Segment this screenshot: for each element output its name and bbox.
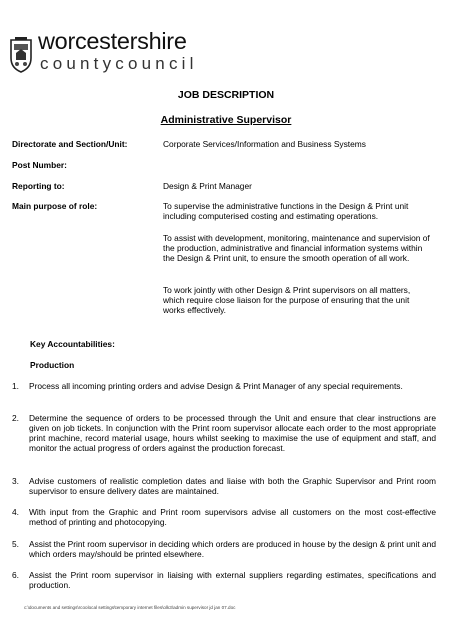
- list-item-number: 6.: [12, 570, 19, 580]
- key-accountabilities-heading: Key Accountabilities:: [30, 339, 115, 349]
- purpose-label: Main purpose of role:: [12, 201, 98, 211]
- list-item-text: Assist the Print room supervisor in deciding which orders are produced in house by the design & print unit and which orders may/should be printed elsewhere.: [29, 539, 436, 559]
- post-number-label: Post Number:: [12, 160, 67, 170]
- list-item-text: Process all incoming printing orders and advise Design & Print Manager of any special requirements.: [29, 381, 403, 391]
- list-item-number: 4.: [12, 507, 19, 517]
- reporting-label: Reporting to:: [12, 181, 65, 191]
- list-item-number: 2.: [12, 413, 19, 423]
- county-crest-logo: [9, 36, 33, 74]
- list-item: [12, 539, 436, 559]
- list-item: [12, 507, 436, 527]
- job-title: Administrative Supervisor: [160, 114, 292, 126]
- footer-file-path: c:\documents and settings\rcoolocal settings\temporary internet files\olk3\admin supervisor jd jan 07.doc: [24, 605, 236, 610]
- org-name-line1: worcestershire: [38, 28, 187, 54]
- reporting-value: Design & Print Manager: [163, 181, 252, 191]
- list-item-text: Determine the sequence of orders to be processed through the Unit and ensure that clear instructions are given on job tickets. In conjunction with the Print room supervisor allocate each order to the most appropriate print machine, record material usage, hours whilst seeking to maximise the use of equipment and staff, and monitor the actual progress of orders against the production forecast.: [29, 413, 436, 453]
- list-item: [12, 570, 436, 590]
- directorate-value: Corporate Services/Information and Business Systems: [163, 139, 366, 149]
- list-item-number: 1.: [12, 381, 19, 391]
- production-heading: Production: [30, 360, 75, 370]
- list-item-number: 5.: [12, 539, 19, 549]
- list-item: [12, 413, 436, 453]
- list-item-text: Assist the Print room supervisor in liaising with external suppliers regarding estimates, specifications and production.: [29, 570, 436, 590]
- document-title: JOB DESCRIPTION: [177, 89, 275, 101]
- purpose-paragraph-3: To work jointly with other Design & Print supervisors on all matters, which require close liaison for the purpose of ensuring that the unit works effectively.: [163, 285, 411, 315]
- list-item: [12, 381, 436, 391]
- list-item-text: Advise customers of realistic completion dates and liaise with both the Graphic Supervisor and Print room supervisor to ensure delivery dates are maintained.: [29, 476, 436, 496]
- list-item: [12, 476, 436, 496]
- list-item-number: 3.: [12, 476, 19, 486]
- purpose-paragraph-1: To supervise the administrative functions in the Design & Print unit including computerised costing and estimating operations.: [163, 201, 409, 221]
- directorate-label: Directorate and Section/Unit:: [12, 139, 128, 149]
- purpose-paragraph-2: To assist with development, monitoring, maintenance and supervision of the production, administrative and financial information systems within the Design & Print unit, to ensure the smooth operation of all work.: [163, 233, 430, 263]
- org-name-line2: countycouncil: [40, 54, 198, 73]
- list-item-text: With input from the Graphic and Print room supervisors advise all customers on the most cost-effective method of printing and photocopying.: [29, 507, 436, 527]
